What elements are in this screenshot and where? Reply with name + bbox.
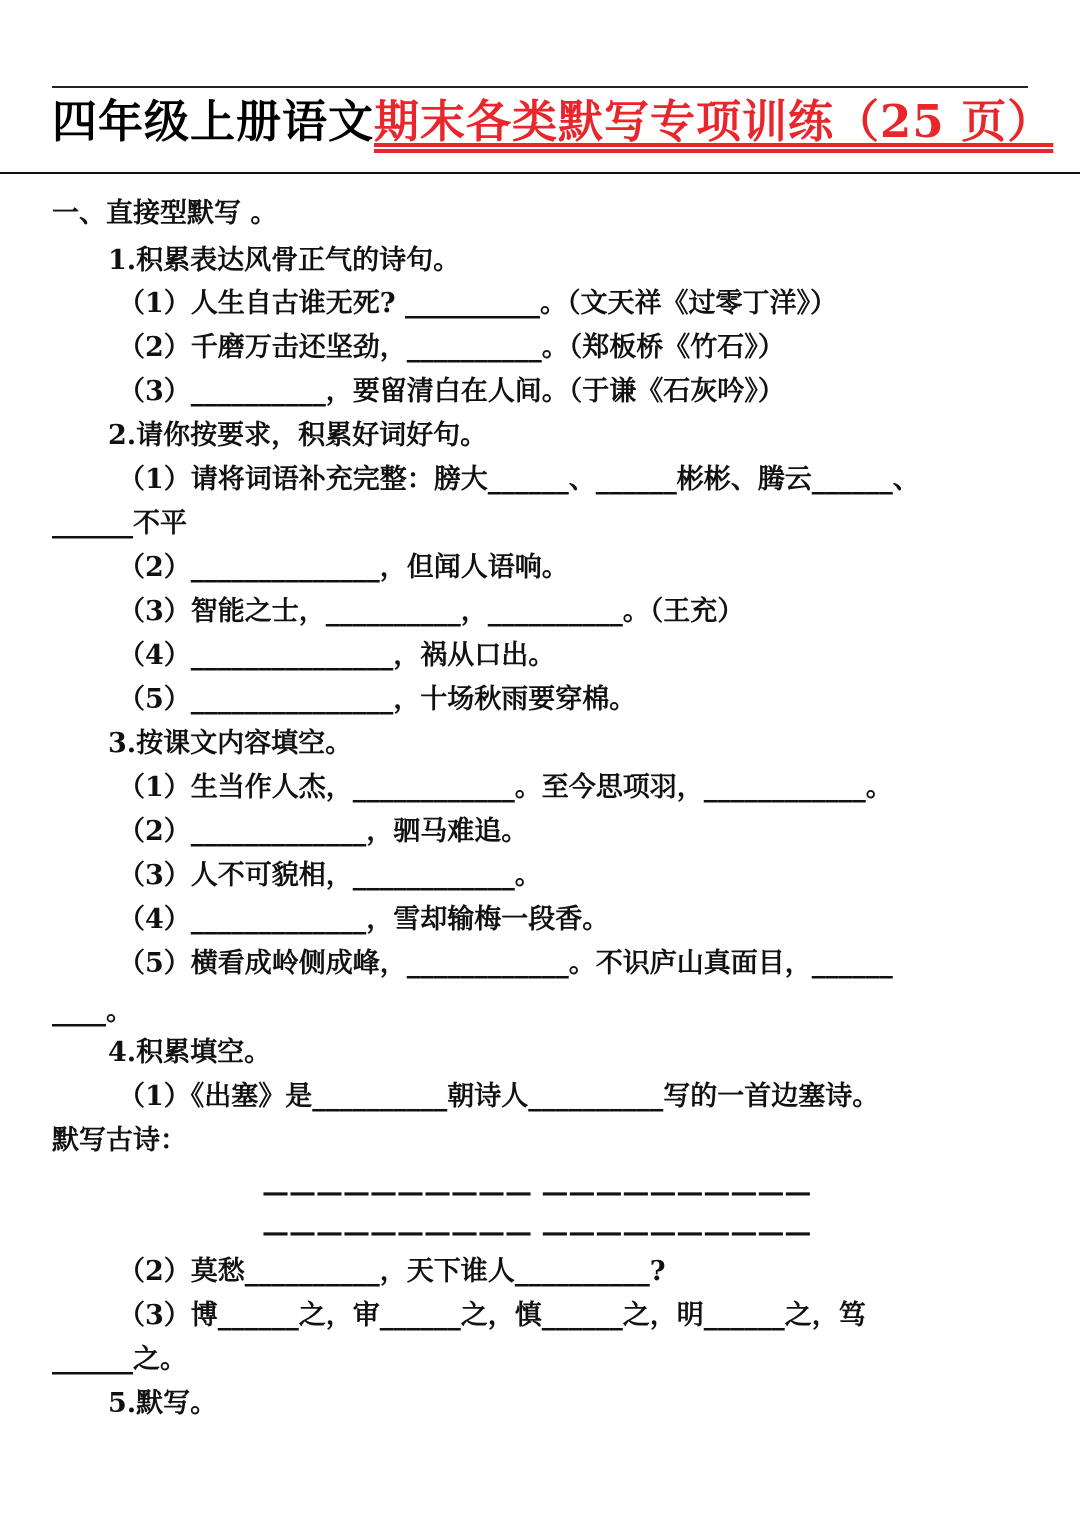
- q3-item-4: （4）_____________，雪却输梅一段香。: [118, 904, 610, 935]
- question-1: 1.积累表达风骨正气的诗句。: [108, 245, 461, 276]
- title-prefix: 四年级上册语文: [52, 95, 375, 148]
- title-highlight: 期末各类默写专项训练（25 页）: [374, 95, 1054, 148]
- q1-item-3: （3）__________，要留清白在人间。（于谦《石灰吟》）: [118, 376, 785, 407]
- q1-item-1: （1）人生自古谁无死? __________。（文天祥《过零丁洋》）: [118, 288, 838, 319]
- page-title: [52, 92, 1054, 152]
- question-2: 2.请你按要求，积累好词好句。: [108, 420, 488, 451]
- title-rule: [0, 172, 1080, 174]
- question-5: 5.默写。: [108, 1388, 218, 1419]
- section-heading: 一、直接型默写 。: [52, 198, 278, 229]
- top-rule: [52, 86, 1028, 88]
- q2-item-1: （1）请将词语补充完整：膀大______、______彬彬、腾云______、: [118, 464, 920, 495]
- q4-item-3: （3）博______之，审______之，慎______之，明______之，笃: [118, 1300, 866, 1331]
- q1-item-2: （2）千磨万击还坚劲，__________。（郑板桥《竹石》）: [118, 332, 785, 363]
- q2-item-4: （4）_______________，祸从口出。: [118, 640, 556, 671]
- poem-blank-line-2: —————————— ——————————: [262, 1217, 812, 1248]
- q2-item-1-cont: ______不平: [52, 508, 187, 539]
- q2-item-5: （5）_______________，十场秋雨要穿棉。: [118, 684, 637, 715]
- question-4: 4.积累填空。: [108, 1037, 272, 1068]
- q4-item-3-cont: ______之。: [52, 1344, 187, 1375]
- q2-item-2: （2）______________，但闻人语响。: [118, 552, 569, 583]
- question-3: 3.按课文内容填空。: [108, 728, 353, 759]
- q2-item-3: （3）智能之士，__________，__________。（王充）: [118, 596, 745, 627]
- q3-item-3: （3）人不可貌相，____________。: [118, 860, 542, 891]
- q3-item-5: （5）横看成岭侧成峰，____________。不识庐山真面目，______: [118, 948, 893, 979]
- q3-item-1: （1）生当作人杰，____________。至今思项羽，____________。: [118, 772, 893, 803]
- poem-blank-line-1: —————————— ——————————: [262, 1177, 812, 1208]
- q4-item-2: （2）莫愁__________，天下谁人__________?: [118, 1256, 666, 1287]
- q4-item-1: （1）《出塞》是__________朝诗人__________写的一首边塞诗。: [118, 1081, 880, 1112]
- q3-item-2: （2）_____________，驷马难追。: [118, 816, 529, 847]
- q3-item-5-cont: ____。: [52, 996, 133, 1027]
- q4-poem-label: 默写古诗：: [52, 1125, 187, 1156]
